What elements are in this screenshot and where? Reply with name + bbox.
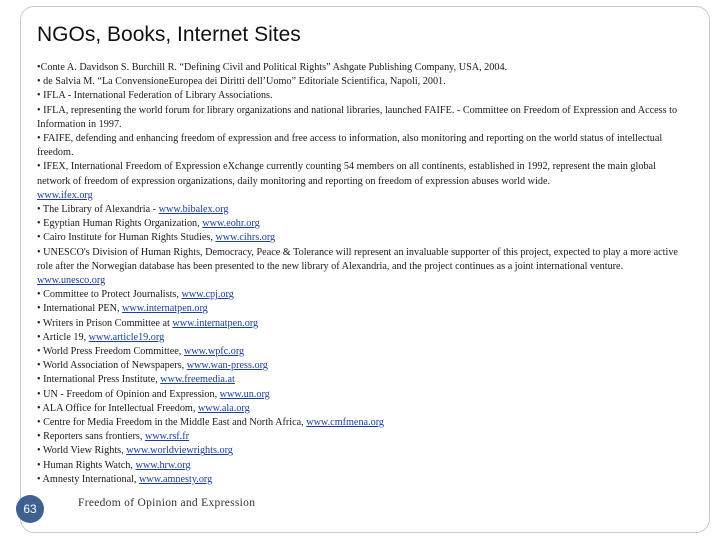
reference-item <box>37 75 689 89</box>
reference-item <box>37 132 689 160</box>
reference-text: • International PEN, <box>37 303 123 315</box>
slide-title: NGOs, Books, Internet Sites <box>37 23 301 46</box>
reference-text: • Centre for Media Freedom in the Middle East and North Africa, <box>37 417 307 429</box>
reference-text: • Article 19, <box>37 331 89 343</box>
reference-link[interactable]: www.bibalex.org <box>158 204 229 216</box>
reference-text: • ALA Office for Intellectual Freedom, <box>37 402 198 414</box>
reference-item <box>37 373 689 387</box>
page-number-badge: 63 <box>16 495 44 523</box>
reference-link[interactable]: www.cpj.org <box>181 289 234 301</box>
reference-text: •Conte A. Davidson S. Burchill R. “Defining Civil and Political Rights” Ashgate Publishing Company, USA, 2004. <box>37 62 508 73</box>
reference-link[interactable]: www.internatpen.org <box>122 303 208 315</box>
reference-text: • World Press Freedom Committee, <box>37 346 184 358</box>
reference-link[interactable]: www.cmfmena.org <box>306 417 385 429</box>
reference-item <box>37 416 689 430</box>
reference-text: • FAIFE, defending and enhancing freedom of expression and free access to information, also monitoring and reporting on the world status of intellectual freedom. <box>37 133 663 159</box>
reference-link[interactable]: www.unesco.org <box>37 275 106 287</box>
reference-item <box>37 444 689 458</box>
reference-link[interactable]: www.wan-press.org <box>186 360 268 372</box>
reference-list <box>37 61 689 487</box>
reference-item <box>37 61 689 75</box>
reference-text: • World Association of Newspapers, <box>37 360 187 372</box>
reference-text: • Amnesty International, <box>37 473 140 485</box>
reference-link[interactable]: www.ifex.org <box>37 189 93 201</box>
reference-item <box>37 288 689 302</box>
reference-text: • World View Rights, <box>37 445 127 457</box>
reference-item <box>37 359 689 373</box>
reference-text: • IFEX, International Freedom of Expression eXchange currently counting 54 members on all continents, established in 1992, represent the main global network of freedom of expression organizations, daily monitoring and reporting on freedom of expression abuses world wide. <box>37 161 656 187</box>
reference-text: • The Library of Alexandria - <box>37 204 159 216</box>
reference-link[interactable]: www.ala.org <box>197 402 250 414</box>
reference-link[interactable]: www.hrw.org <box>135 459 191 471</box>
reference-item <box>37 402 689 416</box>
reference-link[interactable]: www.amnesty.org <box>139 473 213 485</box>
reference-text: • IFLA, representing the world forum for library organizations and national libraries, launched FAIFE. - Committee on Freedom of Expression and Access to Information in 1997. <box>37 104 678 130</box>
reference-text: • IFLA - International Federation of Library Associations. <box>37 90 273 102</box>
reference-link[interactable]: www.freemedia.at <box>160 374 235 386</box>
reference-item <box>37 430 689 444</box>
reference-item <box>37 345 689 359</box>
reference-item <box>37 459 689 473</box>
reference-item <box>37 331 689 345</box>
reference-text: • Writers in Prison Committee at <box>37 317 173 329</box>
reference-text: • Reporters sans frontiers, <box>37 431 145 443</box>
reference-text: • UN - Freedom of Opinion and Expression, <box>37 388 220 400</box>
reference-item <box>37 302 689 316</box>
reference-text: • Human Rights Watch, <box>37 459 136 471</box>
reference-link[interactable]: www.cihrs.org <box>215 232 276 244</box>
reference-link[interactable]: www.eohr.org <box>202 218 260 230</box>
reference-link[interactable]: www.internatpen.org <box>172 317 259 329</box>
reference-link[interactable]: www.article19.org <box>88 331 165 343</box>
reference-text: • de Salvia M. “La ConvensioneEuropea dei Diritti dell’Uomo” Editoriale Scientifica, Napoli, 2001. <box>37 76 446 88</box>
reference-link[interactable]: www.rsf.fr <box>144 431 190 443</box>
reference-item <box>37 317 689 331</box>
reference-text: • Cairo Institute for Human Rights Studies, <box>37 232 216 244</box>
reference-text: • Egyptian Human Rights Organization, <box>37 218 203 230</box>
reference-text: • International Press Institute, <box>37 374 161 386</box>
reference-item <box>37 473 689 487</box>
reference-link[interactable]: www.worldviewrights.org <box>126 445 233 457</box>
reference-link[interactable]: www.wpfc.org <box>183 346 245 358</box>
reference-text: • UNESCO's Division of Human Rights, Democracy, Peace & Tolerance will represent an invaluable supporter of this project, expected to play a more active role after the Norwegian database has been presented to the new library of Alexandria, and the project continues as a joint international venture. <box>37 246 678 272</box>
reference-item <box>37 388 689 402</box>
reference-item <box>37 160 689 203</box>
reference-item <box>37 217 689 231</box>
reference-item <box>37 104 689 132</box>
reference-item <box>37 231 689 245</box>
reference-item <box>37 89 689 103</box>
reference-link[interactable]: www.un.org <box>219 388 270 400</box>
reference-item <box>37 246 689 289</box>
reference-text: • Committee to Protect Journalists, <box>37 289 182 301</box>
footer-text: Freedom of Opinion and Expression <box>78 497 256 509</box>
reference-item <box>37 203 689 217</box>
